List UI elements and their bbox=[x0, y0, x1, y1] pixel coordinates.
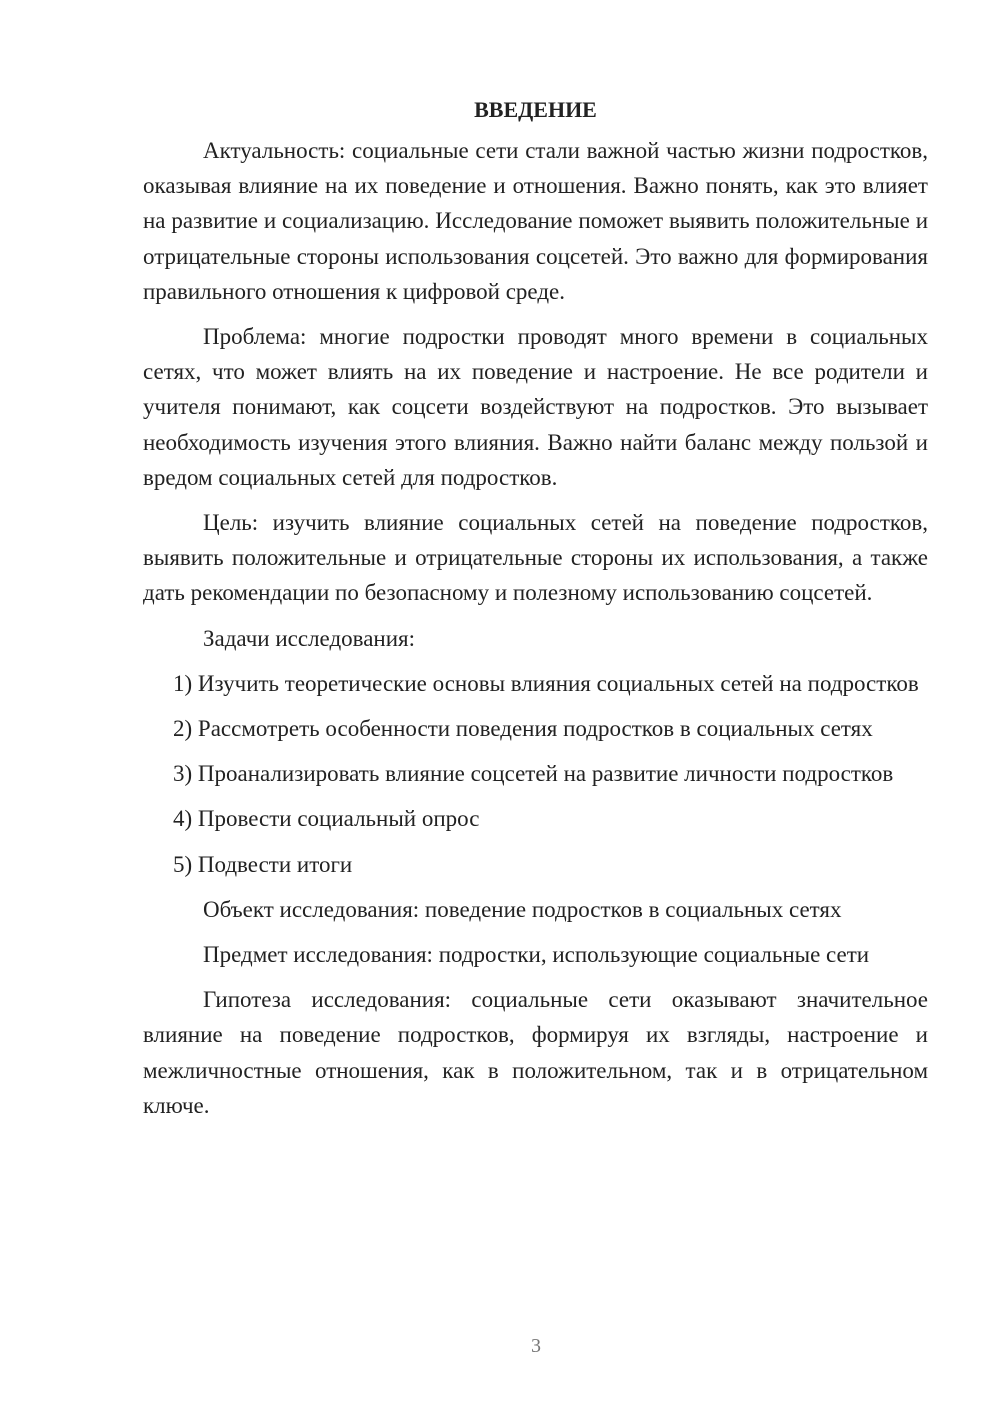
task-item-2: 2) Рассмотреть особенности поведения подростков в социальных сетях bbox=[173, 716, 873, 742]
paragraph-problem: Проблема: многие подростки проводят много времени в социальных сетях, что может влиять на их поведение и настроение. Не все родители и учителя понимают, как соцсети воздействуют на подростков. Это вызывает необходимость изучения этого влияния. Важно найти баланс между пользой и вредом социальных сетей для подростков. bbox=[143, 324, 928, 490]
paragraph-object: Объект исследования: поведение подростков в социальных сетях bbox=[203, 896, 842, 922]
tasks-heading: Задачи исследования: bbox=[203, 625, 416, 651]
page-number: 3 bbox=[531, 1335, 541, 1357]
task-item-4: 4) Провести социальный опрос bbox=[173, 806, 480, 832]
paragraph-subject: Предмет исследования: подростки, использующие социальные сети bbox=[203, 942, 870, 968]
document-body bbox=[143, 92, 928, 1133]
paragraph-hypothesis: Гипотеза исследования: социальные сети оказывают значительное влияние на поведение подростков, формируя их взгляды, настроение и межличностные отношения, как в положительном, так и в отрицательном ключе. bbox=[143, 987, 928, 1118]
task-item-5: 5) Подвести итоги bbox=[173, 851, 353, 877]
paragraph-goal: Цель: изучить влияние социальных сетей на поведение подростков, выявить положительные и отрицательные стороны их использования, а также дать рекомендации по безопасному и полезному использованию соцсетей. bbox=[143, 510, 928, 606]
task-item-3: 3) Проанализировать влияние соцсетей на развитие личности подростков bbox=[173, 761, 894, 787]
task-item-1: 1) Изучить теоретические основы влияния социальных сетей на подростков bbox=[173, 670, 919, 696]
section-title: ВВЕДЕНИЕ bbox=[474, 97, 597, 122]
paragraph-relevance: Актуальность: социальные сети стали важной частью жизни подростков, оказывая влияние на их поведение и отношения. Важно понять, как это влияет на развитие и социализацию. Исследование поможет выявить положительные и отрицательные стороны использования соцсетей. Это важно для формирования правильного отношения к цифровой среде. bbox=[143, 138, 928, 304]
